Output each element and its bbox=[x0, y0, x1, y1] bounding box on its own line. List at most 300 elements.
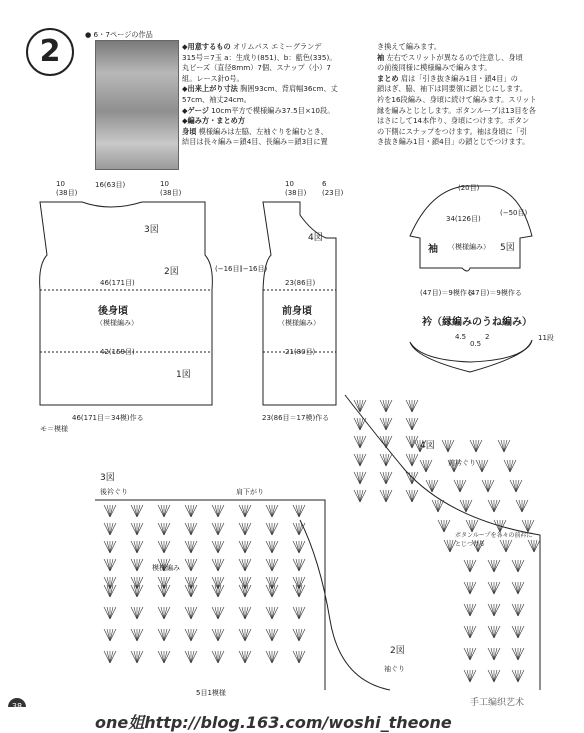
stitch-mark bbox=[357, 418, 360, 430]
stitch-mark bbox=[464, 582, 470, 594]
stitch-mark bbox=[107, 559, 110, 571]
stitch-mark bbox=[429, 480, 432, 492]
stitch-mark bbox=[299, 607, 302, 619]
stitch-mark bbox=[161, 541, 164, 553]
stitch-mark bbox=[494, 626, 500, 638]
stitch-mark bbox=[137, 559, 143, 571]
stitch-mark bbox=[272, 559, 278, 571]
stitch-mark bbox=[448, 440, 451, 452]
stitch-mark bbox=[494, 670, 500, 682]
collar-title: 衿（縁編みのうね編み） bbox=[422, 317, 532, 328]
stitch-mark bbox=[218, 505, 221, 517]
stitch-mark bbox=[516, 480, 522, 492]
stitch-mark bbox=[137, 629, 140, 641]
stitch-mark bbox=[299, 541, 305, 553]
stitch-mark bbox=[534, 540, 537, 552]
instruction-text: 縁を編みとじとします。ボタンループは13目を各 bbox=[377, 105, 536, 115]
stitch-mark bbox=[518, 604, 524, 616]
stitch-mark bbox=[191, 523, 197, 535]
stitch-mark bbox=[272, 607, 278, 619]
stitch-mark bbox=[512, 604, 518, 616]
stitch-mark bbox=[191, 523, 194, 535]
stitch-mark bbox=[272, 629, 275, 641]
stitch-mark bbox=[447, 540, 450, 552]
watermark: 手工编织艺术 bbox=[470, 698, 525, 708]
instruction-text: 模様編みは左脇、左袖ぐりを編むとき、 bbox=[196, 126, 328, 136]
stitch-mark bbox=[131, 523, 137, 535]
stitch-mark bbox=[137, 559, 140, 571]
stitch-mark bbox=[299, 629, 305, 641]
stitch-mark bbox=[242, 607, 245, 619]
stitch-mark bbox=[438, 520, 444, 532]
stitch-mark bbox=[164, 629, 167, 641]
stitch-mark bbox=[245, 629, 251, 641]
stitch-mark bbox=[412, 490, 418, 502]
stitch-mark bbox=[518, 582, 521, 594]
stitch-mark bbox=[494, 560, 497, 572]
stitch-mark bbox=[134, 629, 137, 641]
stitch-mark bbox=[134, 559, 137, 571]
stitch-mark bbox=[445, 440, 448, 452]
stitch-mark bbox=[386, 418, 389, 430]
stitch-mark bbox=[212, 559, 218, 571]
stitch-mark bbox=[463, 500, 466, 512]
stitch-mark bbox=[137, 541, 143, 553]
stitch-mark bbox=[501, 440, 504, 452]
stitch-mark bbox=[454, 480, 460, 492]
stitch-mark bbox=[354, 436, 360, 448]
stitch-mark bbox=[423, 460, 426, 472]
stitch-mark bbox=[383, 436, 386, 448]
stitch-mark bbox=[386, 454, 389, 466]
stitch-mark bbox=[269, 607, 272, 619]
stitch-mark bbox=[110, 607, 116, 619]
stitch-mark bbox=[488, 670, 494, 682]
stitch-mark bbox=[518, 648, 521, 660]
stitch-mark bbox=[360, 436, 363, 448]
stitch-mark bbox=[354, 472, 360, 484]
stitch-mark bbox=[266, 541, 272, 553]
stitch-mark bbox=[494, 500, 500, 512]
stitch-mark bbox=[239, 559, 245, 571]
stitch-mark bbox=[110, 559, 113, 571]
stitch-mark bbox=[360, 490, 363, 502]
stitch-mark bbox=[272, 505, 278, 517]
stitch-mark bbox=[467, 648, 470, 660]
chart-made: 5目1模様 bbox=[196, 689, 226, 697]
sleeve-outline bbox=[410, 186, 532, 271]
stitch-mark bbox=[516, 500, 522, 512]
stitch-mark bbox=[161, 651, 164, 663]
front-waist: 21(80目) bbox=[285, 348, 316, 356]
stitch-mark bbox=[185, 559, 191, 571]
stitch-mark bbox=[269, 559, 272, 571]
instruction-heading: 袖 bbox=[377, 52, 385, 62]
back-chest: 46(171目) bbox=[100, 279, 135, 287]
chart-sleeve-hole: 袖ぐり bbox=[384, 665, 405, 673]
stitch-mark bbox=[488, 480, 491, 492]
stitch-mark bbox=[460, 480, 466, 492]
sleeve-made-right: (47目)＝9模作る bbox=[468, 289, 522, 297]
stitch-mark bbox=[470, 670, 476, 682]
stitch-mark bbox=[299, 523, 302, 535]
stitch-mark bbox=[386, 436, 392, 448]
stitch-mark bbox=[435, 500, 438, 512]
stitch-mark bbox=[518, 670, 524, 682]
stitch-mark bbox=[272, 629, 278, 641]
sleeve-edge-right: (−50目) bbox=[500, 209, 528, 217]
back-top-left: 10 (38目) bbox=[56, 180, 78, 197]
stitch-mark bbox=[515, 560, 518, 572]
stitch-mark bbox=[406, 454, 412, 466]
stitch-mark bbox=[518, 648, 524, 660]
stitch-mark bbox=[299, 607, 305, 619]
chart-fig2: 2図 bbox=[390, 646, 405, 656]
stitch-mark bbox=[218, 505, 224, 517]
stitch-mark bbox=[266, 505, 272, 517]
stitch-mark bbox=[134, 651, 137, 663]
stitch-mark bbox=[185, 505, 191, 517]
stitch-mark bbox=[131, 541, 137, 553]
stitch-mark bbox=[212, 523, 218, 535]
stitch-mark bbox=[245, 651, 248, 663]
stitch-mark bbox=[482, 460, 485, 472]
stitch-mark bbox=[409, 400, 412, 412]
stitch-mark bbox=[470, 648, 476, 660]
instruction-heading: 身頃 bbox=[182, 126, 197, 136]
stitch-mark bbox=[245, 523, 251, 535]
stitch-mark bbox=[191, 629, 197, 641]
stitch-mark bbox=[218, 559, 221, 571]
stitch-mark bbox=[218, 651, 221, 663]
stitch-mark bbox=[412, 454, 418, 466]
stitch-mark bbox=[409, 454, 412, 466]
stitch-mark bbox=[515, 626, 518, 638]
stitch-mark bbox=[215, 651, 218, 663]
stitch-mark bbox=[137, 523, 143, 535]
instruction-heading: ◆用意するもの bbox=[182, 42, 231, 51]
stitch-mark bbox=[185, 607, 191, 619]
stitch-mark bbox=[191, 559, 197, 571]
stitch-mark bbox=[482, 480, 488, 492]
stitch-mark bbox=[212, 607, 218, 619]
stitch-mark bbox=[215, 541, 218, 553]
stitch-mark bbox=[494, 648, 500, 660]
stitch-mark bbox=[218, 651, 224, 663]
stitch-mark bbox=[164, 651, 167, 663]
stitch-mark bbox=[164, 505, 170, 517]
stitch-mark bbox=[218, 541, 221, 553]
stitch-mark bbox=[299, 651, 305, 663]
stitch-mark bbox=[191, 505, 194, 517]
stitch-mark bbox=[470, 440, 476, 452]
stitch-mark bbox=[470, 604, 473, 616]
stitch-mark bbox=[473, 440, 476, 452]
stitch-mark bbox=[272, 523, 275, 535]
stitch-mark bbox=[107, 629, 110, 641]
stitch-mark bbox=[464, 560, 470, 572]
instruction-text: 胸囲93cm、背肩幅36cm、丈 bbox=[237, 84, 338, 94]
stitch-mark bbox=[482, 460, 488, 472]
stitch-mark bbox=[360, 418, 366, 430]
stitch-mark bbox=[412, 490, 415, 502]
instruction-text: 57cm、袖丈24cm。 bbox=[182, 94, 251, 104]
stitch-mark bbox=[386, 400, 392, 412]
stitch-mark bbox=[406, 400, 412, 412]
stitch-mark bbox=[164, 629, 170, 641]
stitch-mark bbox=[212, 629, 218, 641]
stitch-mark bbox=[491, 500, 494, 512]
stitch-mark bbox=[494, 604, 500, 616]
back-fig2: 2図 bbox=[164, 267, 179, 277]
stitch-mark bbox=[215, 607, 218, 619]
front-hem: 23(86目＝17模)作る bbox=[262, 414, 330, 422]
stitch-mark bbox=[380, 400, 386, 412]
stitch-mark bbox=[158, 541, 164, 553]
stitch-mark bbox=[476, 440, 482, 452]
stitch-mark bbox=[131, 651, 137, 663]
stitch-mark bbox=[518, 626, 521, 638]
stitch-mark bbox=[470, 582, 473, 594]
stitch-mark bbox=[386, 454, 392, 466]
stitch-mark bbox=[164, 523, 167, 535]
stitch-mark bbox=[296, 651, 299, 663]
stitch-mark bbox=[432, 500, 438, 512]
stitch-mark bbox=[409, 490, 412, 502]
instruction-text: 肩は「引き抜き編み1目・鎖4目」の bbox=[398, 73, 518, 83]
stitch-mark bbox=[137, 651, 140, 663]
stitch-mark bbox=[188, 651, 191, 663]
stitch-mark bbox=[464, 626, 470, 638]
stitch-mark bbox=[444, 520, 450, 532]
stitch-mark bbox=[466, 500, 472, 512]
stitch-mark bbox=[293, 559, 299, 571]
stitch-mark bbox=[406, 418, 412, 430]
stitch-mark bbox=[293, 541, 299, 553]
stitch-mark bbox=[494, 626, 497, 638]
stitch-mark bbox=[137, 523, 140, 535]
stitch-mark bbox=[242, 559, 245, 571]
instruction-text: の前後同様に模様編みで編みます。 bbox=[377, 63, 492, 73]
stitch-mark bbox=[245, 559, 248, 571]
instruction-heading: まとめ bbox=[377, 73, 399, 83]
stitch-mark bbox=[299, 629, 302, 641]
back-subtitle: （模様編み） bbox=[96, 319, 138, 327]
chart-back-neck: 後衿ぐり bbox=[100, 488, 128, 496]
footer-url: one姐http://blog.163.com/woshi_theone bbox=[95, 713, 452, 732]
stitch-mark bbox=[164, 523, 170, 535]
stitch-mark bbox=[513, 480, 516, 492]
collar-a: 4.5 bbox=[455, 333, 467, 341]
instruction-text: 衿を16段編み、身頃に続けて編みます。スリット bbox=[377, 94, 537, 104]
stitch-mark bbox=[269, 629, 272, 641]
stitch-mark bbox=[245, 651, 251, 663]
stitch-mark bbox=[188, 559, 191, 571]
stitch-mark bbox=[467, 560, 470, 572]
stitch-mark bbox=[161, 505, 164, 517]
stitch-mark bbox=[218, 541, 224, 553]
stitch-mark bbox=[104, 523, 110, 535]
stitch-mark bbox=[420, 460, 426, 472]
stitch-mark bbox=[218, 629, 224, 641]
stitch-mark bbox=[464, 670, 470, 682]
stitch-mark bbox=[354, 418, 360, 430]
stitch-mark bbox=[512, 560, 518, 572]
stitch-mark bbox=[488, 648, 494, 660]
stitch-mark bbox=[467, 582, 470, 594]
stitch-mark bbox=[406, 490, 412, 502]
stitch-mark bbox=[479, 460, 482, 472]
stitch-mark bbox=[386, 490, 389, 502]
stitch-mark bbox=[110, 541, 116, 553]
stitch-mark bbox=[191, 559, 194, 571]
stitch-mark bbox=[131, 559, 137, 571]
stitch-mark bbox=[383, 400, 386, 412]
stitch-mark bbox=[299, 505, 302, 517]
stitch-mark bbox=[518, 670, 521, 682]
stitch-mark bbox=[354, 490, 360, 502]
sleeve-made-left: (47目)＝9模作る bbox=[420, 289, 474, 297]
stitch-mark bbox=[470, 670, 473, 682]
stitch-mark bbox=[218, 607, 224, 619]
chart-fig3: 3図 bbox=[100, 473, 115, 483]
stitch-mark bbox=[212, 541, 218, 553]
stitch-mark bbox=[360, 472, 366, 484]
instruction-text: 丸ビーズ（直径8mm）7個、スナップ（小）7 bbox=[182, 63, 331, 73]
instruction-text: オリムパス エミーグランデ bbox=[230, 42, 322, 51]
stitch-mark bbox=[457, 480, 460, 492]
instruction-text: 315号＝7玉 a：生成り(851)、b：藍色(335)。 bbox=[182, 52, 337, 62]
stitch-mark bbox=[218, 629, 221, 641]
stitch-mark bbox=[239, 651, 245, 663]
stitch-mark bbox=[510, 480, 516, 492]
stitch-mark bbox=[245, 541, 248, 553]
stitch-mark bbox=[296, 607, 299, 619]
stitch-mark bbox=[507, 460, 510, 472]
back-waist: 42(159目) bbox=[100, 348, 135, 356]
stitch-mark bbox=[293, 651, 299, 663]
stitch-mark bbox=[107, 523, 110, 535]
stitch-mark bbox=[518, 560, 524, 572]
stitch-mark bbox=[518, 604, 521, 616]
front-top-left: 10 (38目) bbox=[285, 180, 307, 197]
stitch-mark bbox=[188, 629, 191, 641]
stitch-mark bbox=[386, 490, 392, 502]
stitch-mark bbox=[412, 418, 415, 430]
stitch-mark bbox=[386, 418, 392, 430]
stitch-mark bbox=[380, 490, 386, 502]
stitch-mark bbox=[215, 629, 218, 641]
collar-c: 2 bbox=[485, 333, 490, 341]
instruction-text: の下側にスナップをつけます。袖は身頃に「引 bbox=[377, 126, 528, 136]
stitch-mark bbox=[494, 648, 497, 660]
stitch-mark bbox=[491, 604, 494, 616]
stitch-mark bbox=[272, 523, 278, 535]
stitch-mark bbox=[460, 500, 466, 512]
stitch-mark bbox=[218, 559, 224, 571]
stitch-mark bbox=[470, 626, 476, 638]
stitch-mark bbox=[383, 454, 386, 466]
stitch-mark bbox=[515, 582, 518, 594]
stitch-mark bbox=[357, 436, 360, 448]
stitch-mark bbox=[131, 629, 137, 641]
stitch-mark bbox=[432, 480, 438, 492]
stitch-mark bbox=[242, 523, 245, 535]
stitch-mark bbox=[110, 541, 113, 553]
stitch-mark bbox=[161, 523, 164, 535]
stitch-mark bbox=[296, 559, 299, 571]
stitch-mark bbox=[191, 651, 197, 663]
stitch-mark bbox=[494, 500, 497, 512]
sleeve-fig5: 5図 bbox=[500, 243, 515, 253]
stitch-mark bbox=[242, 541, 245, 553]
stitch-mark bbox=[272, 607, 275, 619]
instruction-text: き抜き編み1目・鎖4目」の鎖とじでつけます。 bbox=[377, 137, 530, 147]
sleeve-subtitle: （模様編み） bbox=[448, 243, 490, 251]
stitch-mark bbox=[470, 560, 476, 572]
stitch-mark bbox=[383, 472, 386, 484]
stitch-mark bbox=[450, 540, 453, 552]
stitch-mark bbox=[360, 472, 363, 484]
stitch-mark bbox=[164, 541, 170, 553]
stitch-mark bbox=[110, 651, 113, 663]
stitch-mark bbox=[522, 500, 525, 512]
stitch-mark bbox=[441, 520, 444, 532]
chart-button-loop: ボタンループを各々の前衿に とじつける bbox=[455, 532, 533, 548]
mo-note: モ＝模様 bbox=[40, 425, 68, 433]
stitch-mark bbox=[191, 607, 194, 619]
stitch-mark bbox=[131, 505, 137, 517]
stitch-mark bbox=[239, 629, 245, 641]
stitch-mark bbox=[464, 648, 470, 660]
stitch-mark bbox=[293, 505, 299, 517]
stitch-mark bbox=[488, 604, 494, 616]
front-fig4: 4図 bbox=[308, 233, 323, 243]
instruction-text: 左右でスリットが異なるので注意し、身頃 bbox=[384, 52, 523, 62]
back-side: (−16目) bbox=[215, 265, 243, 273]
stitch-mark bbox=[467, 626, 470, 638]
stitch-mark bbox=[386, 472, 392, 484]
stitch-mark bbox=[504, 460, 510, 472]
instruction-text: 結目は長々編み＝鎖4目、長編み＝鎖3目に置 bbox=[182, 137, 328, 147]
stitch-mark bbox=[134, 541, 137, 553]
stitch-mark bbox=[161, 607, 164, 619]
stitch-mark bbox=[242, 505, 245, 517]
stitch-mark bbox=[239, 541, 245, 553]
stitch-mark bbox=[215, 559, 218, 571]
stitch-mark bbox=[266, 559, 272, 571]
stitch-mark bbox=[518, 582, 524, 594]
stitch-mark bbox=[134, 505, 137, 517]
stitch-mark bbox=[357, 472, 360, 484]
stitch-mark bbox=[512, 648, 518, 660]
stitch-mark bbox=[218, 523, 224, 535]
stitch-mark bbox=[515, 604, 518, 616]
stitch-mark bbox=[110, 651, 116, 663]
front-subtitle: （模様編み） bbox=[278, 319, 320, 327]
stitch-mark bbox=[272, 651, 278, 663]
stitch-mark bbox=[188, 607, 191, 619]
stitch-mark bbox=[110, 523, 113, 535]
stitch-mark bbox=[426, 460, 432, 472]
stitch-mark bbox=[296, 505, 299, 517]
stitch-mark bbox=[266, 651, 272, 663]
stitch-mark bbox=[158, 523, 164, 535]
stitch-mark bbox=[191, 505, 197, 517]
stitch-mark bbox=[510, 460, 516, 472]
instruction-text: はさにして14本作り、身頃につけます。ボタン bbox=[377, 116, 530, 126]
stitch-mark bbox=[191, 629, 194, 641]
